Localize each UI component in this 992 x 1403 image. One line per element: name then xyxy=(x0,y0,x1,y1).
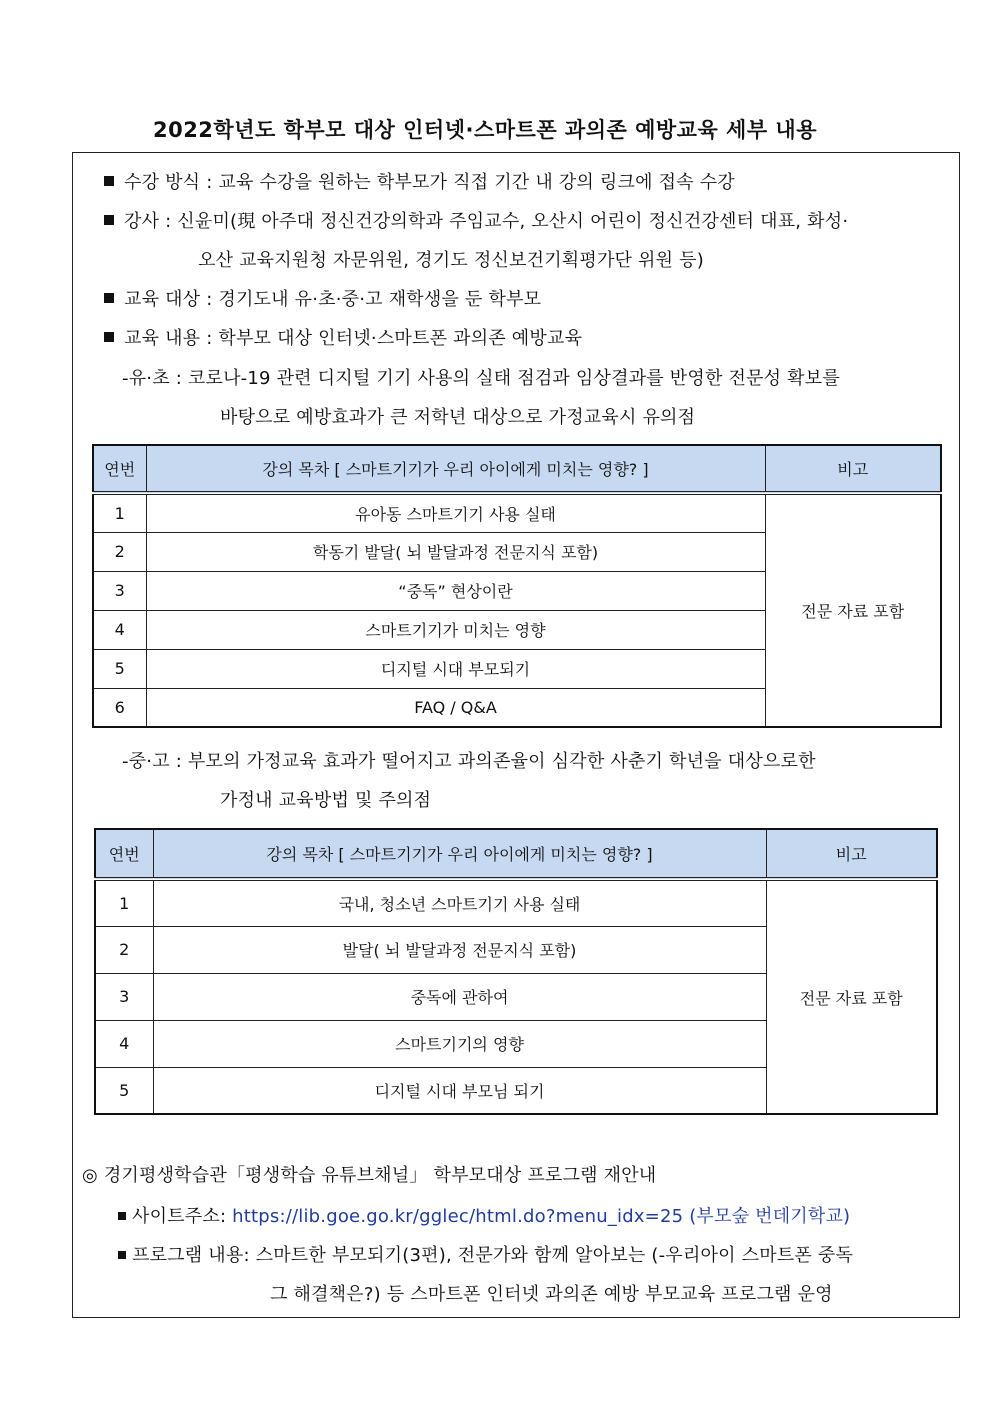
program-item xyxy=(118,1241,853,1267)
row-no: 1 xyxy=(95,879,153,926)
row-topic: “중독” 현상이란 xyxy=(146,571,765,610)
lecturer-item xyxy=(104,207,848,233)
site-item xyxy=(118,1202,850,1228)
notice-heading: ◎ 경기평생학습관「평생학습 유튜브채널」 학부모대상 프로그램 재안내 xyxy=(82,1165,657,1186)
row-note: 전문 자료 포함 xyxy=(766,879,937,1114)
col-header-topic: 강의 목차 [ 스마트기기가 우리 아이에게 미치는 영향? ] xyxy=(153,829,766,879)
row-topic: 유아동 스마트기기 사용 실태 xyxy=(146,493,765,532)
row-no: 3 xyxy=(93,571,146,610)
row-topic: 스마트기기의 영향 xyxy=(153,1020,766,1067)
row-no: 5 xyxy=(95,1067,153,1114)
row-topic: 디지털 시대 부모님 되기 xyxy=(153,1067,766,1114)
lecture-table-elementary xyxy=(92,444,942,728)
row-no: 6 xyxy=(93,688,146,727)
row-no: 1 xyxy=(93,493,146,532)
col-header-note: 비고 xyxy=(766,829,937,879)
row-topic: 학동기 발달( 뇌 발달과정 전문지식 포함) xyxy=(146,532,765,571)
target-item xyxy=(104,285,541,311)
lecture-table-secondary xyxy=(94,828,938,1115)
col-header-topic: 강의 목차 [ 스마트기기가 우리 아이에게 미치는 영향? ] xyxy=(146,445,765,493)
row-note: 전문 자료 포함 xyxy=(765,493,941,727)
row-topic: 중독에 관하여 xyxy=(153,973,766,1020)
lecturer-text: 강사 : 신윤미(現 아주대 정신건강의학과 주임교수, 오산시 어린이 정신건강센터 대표, 화성· xyxy=(124,211,849,232)
bullet-icon xyxy=(118,1251,126,1259)
bullet-icon xyxy=(104,293,114,303)
row-topic: 국내, 청소년 스마트기기 사용 실태 xyxy=(153,879,766,926)
method-item xyxy=(104,168,735,194)
bullet-icon xyxy=(104,215,114,225)
col-header-no: 연번 xyxy=(95,829,153,879)
bullet-icon xyxy=(104,176,114,186)
row-no: 5 xyxy=(93,649,146,688)
program-text: 프로그램 내용: 스마트한 부모되기(3편), 전문가와 함께 알아보는 (-우리아이 스마트폰 중독 xyxy=(132,1245,854,1266)
content-text: 교육 내용 : 학부모 대상 인터넷·스마트폰 과의존 예방교육 xyxy=(124,328,583,349)
site-label: 사이트주소: xyxy=(132,1206,233,1227)
elem-desc: -유·초 : 코로나-19 관련 디지털 기기 사용의 실태 점검과 임상결과를 반영한 전문성 확보를 xyxy=(122,368,840,389)
lecturer-text-cont: 오산 교육지원청 자문위원, 경기도 정신보건기획평가단 위원 등) xyxy=(198,250,704,271)
col-header-no: 연번 xyxy=(93,445,146,493)
site-suffix: (부모숲 번데기학교) xyxy=(683,1206,851,1227)
row-no: 3 xyxy=(95,973,153,1020)
row-no: 4 xyxy=(95,1020,153,1067)
mid-desc-cont: 가정내 교육방법 및 주의점 xyxy=(220,790,432,811)
bullet-icon xyxy=(118,1212,126,1220)
row-topic: 스마트기기가 미치는 영향 xyxy=(146,610,765,649)
site-url-link[interactable]: https://lib.goe.go.kr/gglec/html.do?menu_idx=25 xyxy=(232,1206,684,1227)
target-text: 교육 대상 : 경기도내 유·초·중·고 재학생을 둔 학부모 xyxy=(124,289,542,310)
table-row xyxy=(95,879,937,926)
row-topic: 디지털 시대 부모되기 xyxy=(146,649,765,688)
row-no: 4 xyxy=(93,610,146,649)
page-title: 2022학년도 학부모 대상 인터넷·스마트폰 과의존 예방교육 세부 내용 xyxy=(152,118,818,142)
row-topic: FAQ / Q&A xyxy=(146,688,765,727)
row-no: 2 xyxy=(95,926,153,973)
elem-desc-cont: 바탕으로 예방효과가 큰 저학년 대상으로 가정교육시 유의점 xyxy=(220,407,696,428)
row-no: 2 xyxy=(93,532,146,571)
table-row xyxy=(93,493,941,532)
row-topic: 발달( 뇌 발달과정 전문지식 포함) xyxy=(153,926,766,973)
method-text: 수강 방식 : 교육 수강을 원하는 학부모가 직접 기간 내 강의 링크에 접속 수강 xyxy=(124,172,735,193)
program-text-cont: 그 해결책은?) 등 스마트폰 인터넷 과의존 예방 부모교육 프로그램 운영 xyxy=(270,1284,833,1305)
mid-desc: -중·고 : 부모의 가정교육 효과가 떨어지고 과의존율이 심각한 사춘기 학년을 대상으로한 xyxy=(122,751,816,772)
content-item xyxy=(104,324,582,350)
col-header-note: 비고 xyxy=(765,445,941,493)
bullet-icon xyxy=(104,332,114,342)
